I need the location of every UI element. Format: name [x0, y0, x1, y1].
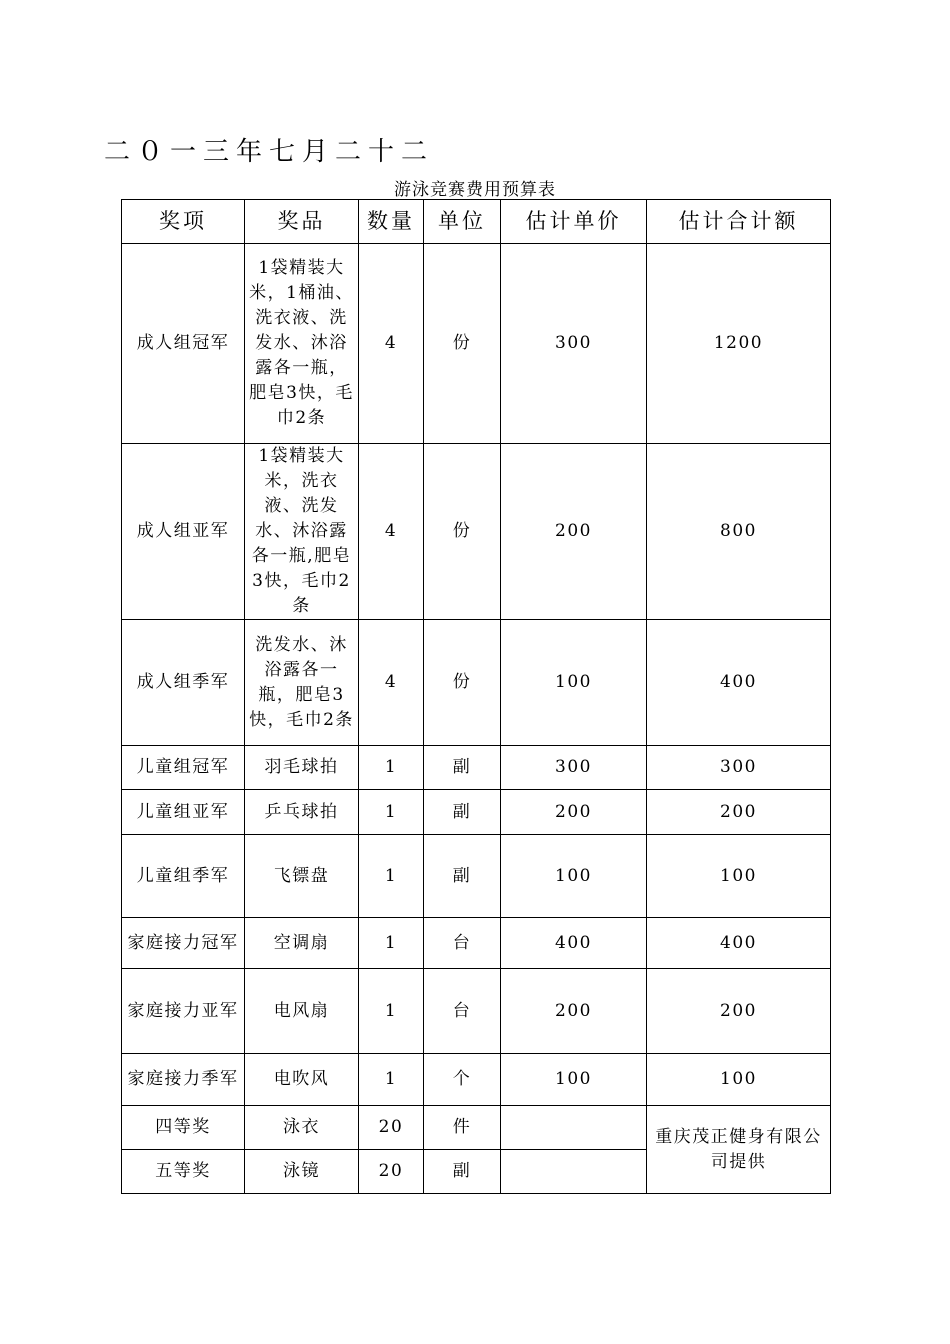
unit-cell: 副: [424, 746, 501, 790]
unit-price-cell: [501, 1106, 647, 1150]
table-row: [122, 746, 831, 790]
column-header-unit-price: 估计单价: [501, 200, 647, 244]
unit-price-cell: 100: [501, 1054, 647, 1106]
column-header-quantity: 数量: [359, 200, 424, 244]
unit-cell: 件: [424, 1106, 501, 1150]
table-row: [122, 835, 831, 918]
column-header-prize: 奖品: [245, 200, 359, 244]
total-cell: 100: [647, 835, 831, 918]
quantity-cell: 1: [359, 746, 424, 790]
prize-cell: 电风扇: [245, 969, 359, 1054]
sponsor-note-cell: 重庆茂正健身有限公司提供: [647, 1106, 831, 1194]
prize-cell: 1袋精装大米，1桶油、洗衣液、洗发水、沐浴露各一瓶，肥皂3快，毛巾2条: [245, 244, 359, 444]
unit-cell: 副: [424, 1150, 501, 1194]
award-cell: 儿童组亚军: [122, 790, 245, 835]
quantity-cell: 4: [359, 444, 424, 620]
award-cell: 四等奖: [122, 1106, 245, 1150]
prize-cell: 洗发水、沐浴露各一瓶，肥皂3快，毛巾2条: [245, 620, 359, 746]
unit-cell: 台: [424, 918, 501, 969]
prize-cell: 泳镜: [245, 1150, 359, 1194]
award-cell: 家庭接力季军: [122, 1054, 245, 1106]
table-row: [122, 620, 831, 746]
total-cell: 1200: [647, 244, 831, 444]
quantity-cell: 4: [359, 244, 424, 444]
unit-price-cell: 200: [501, 969, 647, 1054]
unit-price-cell: 100: [501, 835, 647, 918]
total-cell: 400: [647, 620, 831, 746]
prize-cell: 1袋精装大米，洗衣液、洗发水、沐浴露各一瓶,肥皂3快，毛巾2条: [245, 444, 359, 620]
quantity-cell: 1: [359, 1054, 424, 1106]
table-row: [122, 790, 831, 835]
total-cell: 800: [647, 444, 831, 620]
column-header-unit: 单位: [424, 200, 501, 244]
prize-cell: 羽毛球拍: [245, 746, 359, 790]
table-row: [122, 969, 831, 1054]
unit-price-cell: 200: [501, 790, 647, 835]
unit-price-cell: 100: [501, 620, 647, 746]
column-header-award: 奖项: [122, 200, 245, 244]
quantity-cell: 4: [359, 620, 424, 746]
table-header-row: [122, 200, 831, 244]
award-cell: 成人组季军: [122, 620, 245, 746]
unit-cell: 副: [424, 835, 501, 918]
quantity-cell: 1: [359, 918, 424, 969]
quantity-cell: 1: [359, 835, 424, 918]
unit-cell: 个: [424, 1054, 501, 1106]
award-cell: 儿童组季军: [122, 835, 245, 918]
document-date: 二０一三年七月二十二: [104, 137, 435, 167]
prize-cell: 乒乓球拍: [245, 790, 359, 835]
total-cell: 300: [647, 746, 831, 790]
award-cell: 五等奖: [122, 1150, 245, 1194]
table-row: [122, 918, 831, 969]
unit-price-cell: [501, 1150, 647, 1194]
unit-cell: 台: [424, 969, 501, 1054]
table-row: [122, 1106, 831, 1150]
award-cell: 家庭接力冠军: [122, 918, 245, 969]
total-cell: 200: [647, 790, 831, 835]
award-cell: 家庭接力亚军: [122, 969, 245, 1054]
quantity-cell: 20: [359, 1150, 424, 1194]
award-cell: 成人组冠军: [122, 244, 245, 444]
table-title: 游泳竞赛费用预算表: [394, 180, 556, 200]
prize-cell: 泳衣: [245, 1106, 359, 1150]
quantity-cell: 1: [359, 790, 424, 835]
unit-price-cell: 300: [501, 244, 647, 444]
award-cell: 成人组亚军: [122, 444, 245, 620]
table-row: [122, 444, 831, 620]
budget-table: [121, 199, 831, 1194]
unit-price-cell: 400: [501, 918, 647, 969]
unit-price-cell: 200: [501, 444, 647, 620]
table-row: [122, 1054, 831, 1106]
quantity-cell: 20: [359, 1106, 424, 1150]
prize-cell: 电吹风: [245, 1054, 359, 1106]
table-row: [122, 244, 831, 444]
award-cell: 儿童组冠军: [122, 746, 245, 790]
unit-cell: 副: [424, 790, 501, 835]
total-cell: 400: [647, 918, 831, 969]
column-header-total: 估计合计额: [647, 200, 831, 244]
quantity-cell: 1: [359, 969, 424, 1054]
total-cell: 100: [647, 1054, 831, 1106]
total-cell: 200: [647, 969, 831, 1054]
unit-cell: 份: [424, 244, 501, 444]
unit-price-cell: 300: [501, 746, 647, 790]
unit-cell: 份: [424, 444, 501, 620]
prize-cell: 空调扇: [245, 918, 359, 969]
prize-cell: 飞镖盘: [245, 835, 359, 918]
unit-cell: 份: [424, 620, 501, 746]
